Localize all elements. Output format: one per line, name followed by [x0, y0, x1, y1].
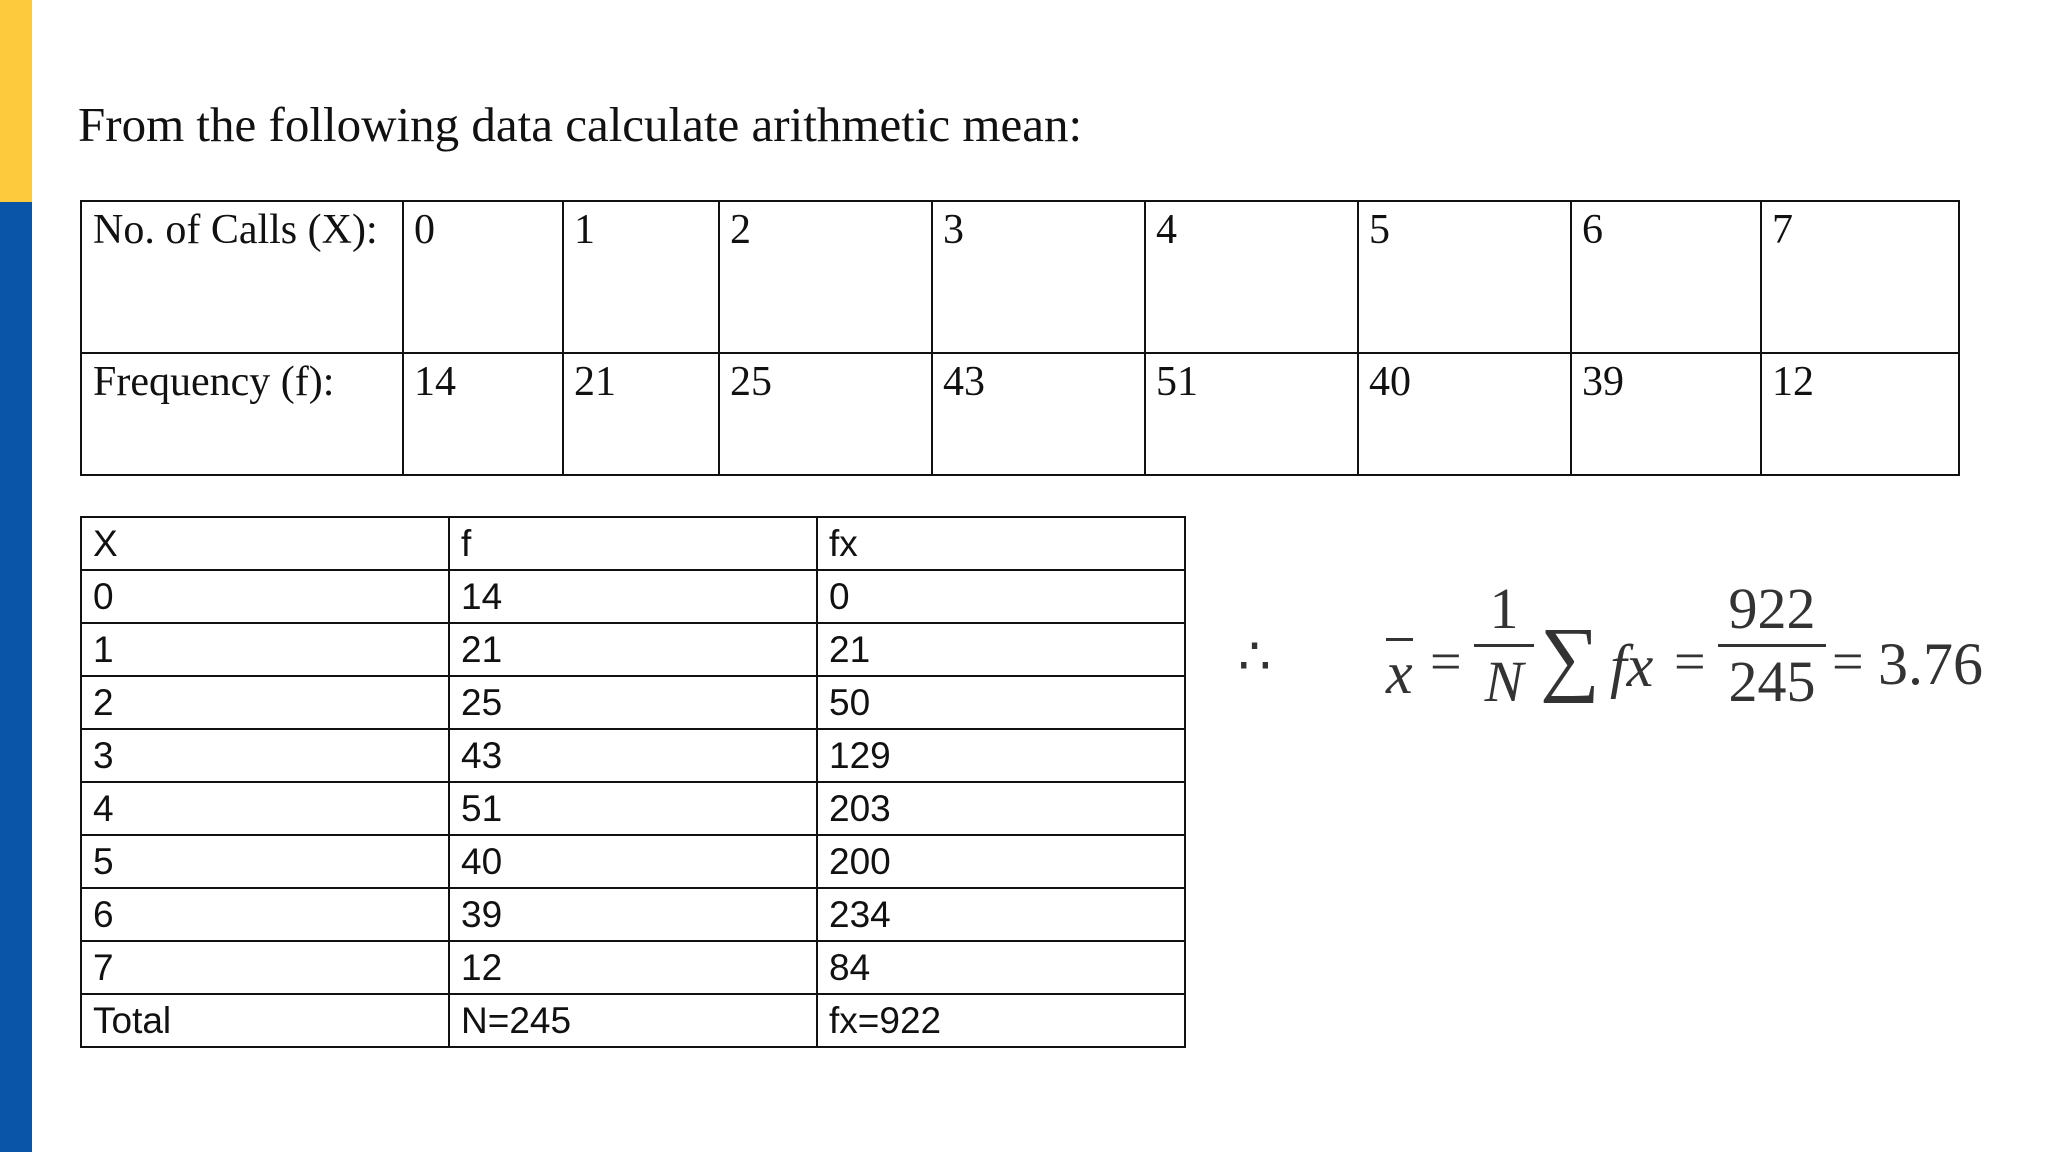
fraction-line — [1474, 644, 1534, 647]
calc-cell-x: 6 — [81, 888, 449, 941]
fraction-numerator: 1 — [1489, 576, 1519, 641]
frequency-table — [80, 200, 1960, 476]
fraction-denominator: N — [1484, 649, 1524, 714]
calc-cell-f: 40 — [449, 835, 817, 888]
frequency-cell: 51 — [1145, 353, 1358, 475]
calls-label: No. of Calls (X): — [81, 201, 403, 353]
fraction-denominator: 245 — [1728, 649, 1816, 714]
calls-cell: 0 — [403, 201, 563, 353]
calc-cell-fx: 0 — [817, 570, 1185, 623]
calls-cell: 3 — [932, 201, 1145, 353]
calc-cell-x: 1 — [81, 623, 449, 676]
calc-cell-fx: 129 — [817, 729, 1185, 782]
calc-cell-x: 2 — [81, 676, 449, 729]
table-row — [81, 835, 1185, 888]
mean-symbol: x — [1386, 640, 1413, 706]
calc-cell-f: 43 — [449, 729, 817, 782]
table-row — [81, 941, 1185, 994]
calc-cell-x: 7 — [81, 941, 449, 994]
table-row — [81, 729, 1185, 782]
sigma-symbol: ∑ — [1540, 611, 1600, 704]
fraction-numerator: 922 — [1728, 576, 1816, 641]
table-row — [81, 676, 1185, 729]
calls-cell: 6 — [1571, 201, 1761, 353]
value-fraction — [1718, 576, 1826, 714]
calc-header-fx: fx — [817, 517, 1185, 570]
frequency-row — [81, 353, 1959, 475]
calc-cell-x: 0 — [81, 570, 449, 623]
equals-sign: = — [1674, 631, 1706, 693]
calls-cell: 5 — [1358, 201, 1571, 353]
calc-cell-f: 21 — [449, 623, 817, 676]
calc-total-fx: fx=922 — [817, 994, 1185, 1047]
calc-header-f: f — [449, 517, 817, 570]
calc-cell-f: 12 — [449, 941, 817, 994]
frequency-cell: 43 — [932, 353, 1145, 475]
therefore-symbol: ∴ — [1238, 629, 1272, 686]
mean-result: 3.76 — [1878, 631, 1983, 697]
calc-total-row — [81, 994, 1185, 1047]
calc-cell-fx: 50 — [817, 676, 1185, 729]
calc-cell-fx: 203 — [817, 782, 1185, 835]
frequency-cell: 39 — [1571, 353, 1761, 475]
calls-cell: 4 — [1145, 201, 1358, 353]
calls-cell: 2 — [719, 201, 932, 353]
calc-cell-f: 25 — [449, 676, 817, 729]
frequency-cell: 40 — [1358, 353, 1571, 475]
table-row — [81, 888, 1185, 941]
calc-cell-f: 39 — [449, 888, 817, 941]
equals-sign: = — [1832, 631, 1864, 693]
mean-formula — [1238, 576, 1998, 760]
accent-bar-yellow — [0, 0, 32, 202]
calc-cell-fx: 234 — [817, 888, 1185, 941]
one-over-n-fraction — [1474, 576, 1534, 714]
calc-header-x: X — [81, 517, 449, 570]
accent-bar-blue — [0, 202, 32, 1152]
table-row — [81, 782, 1185, 835]
calculation-table — [80, 516, 1186, 1048]
equals-sign: = — [1430, 631, 1462, 693]
frequency-label: Frequency (f): — [81, 353, 403, 475]
calc-cell-f: 14 — [449, 570, 817, 623]
calc-cell-x: 5 — [81, 835, 449, 888]
frequency-cell: 12 — [1761, 353, 1959, 475]
calc-cell-x: 4 — [81, 782, 449, 835]
frequency-cell: 25 — [719, 353, 932, 475]
calc-total-n: N=245 — [449, 994, 817, 1047]
calc-cell-f: 51 — [449, 782, 817, 835]
calls-row — [81, 201, 1959, 353]
fx-term: fx — [1610, 633, 1654, 699]
calc-cell-fx: 21 — [817, 623, 1185, 676]
table-row — [81, 623, 1185, 676]
calc-cell-fx: 200 — [817, 835, 1185, 888]
frequency-cell: 14 — [403, 353, 563, 475]
calc-total-label: Total — [81, 994, 449, 1047]
calc-header-row — [81, 517, 1185, 570]
frequency-cell: 21 — [563, 353, 719, 475]
calc-cell-x: 3 — [81, 729, 449, 782]
fraction-line — [1718, 644, 1826, 647]
calls-cell: 1 — [563, 201, 719, 353]
table-row — [81, 570, 1185, 623]
page-heading: From the following data calculate arithmetic mean: — [78, 97, 1083, 152]
calls-cell: 7 — [1761, 201, 1959, 353]
calc-cell-fx: 84 — [817, 941, 1185, 994]
